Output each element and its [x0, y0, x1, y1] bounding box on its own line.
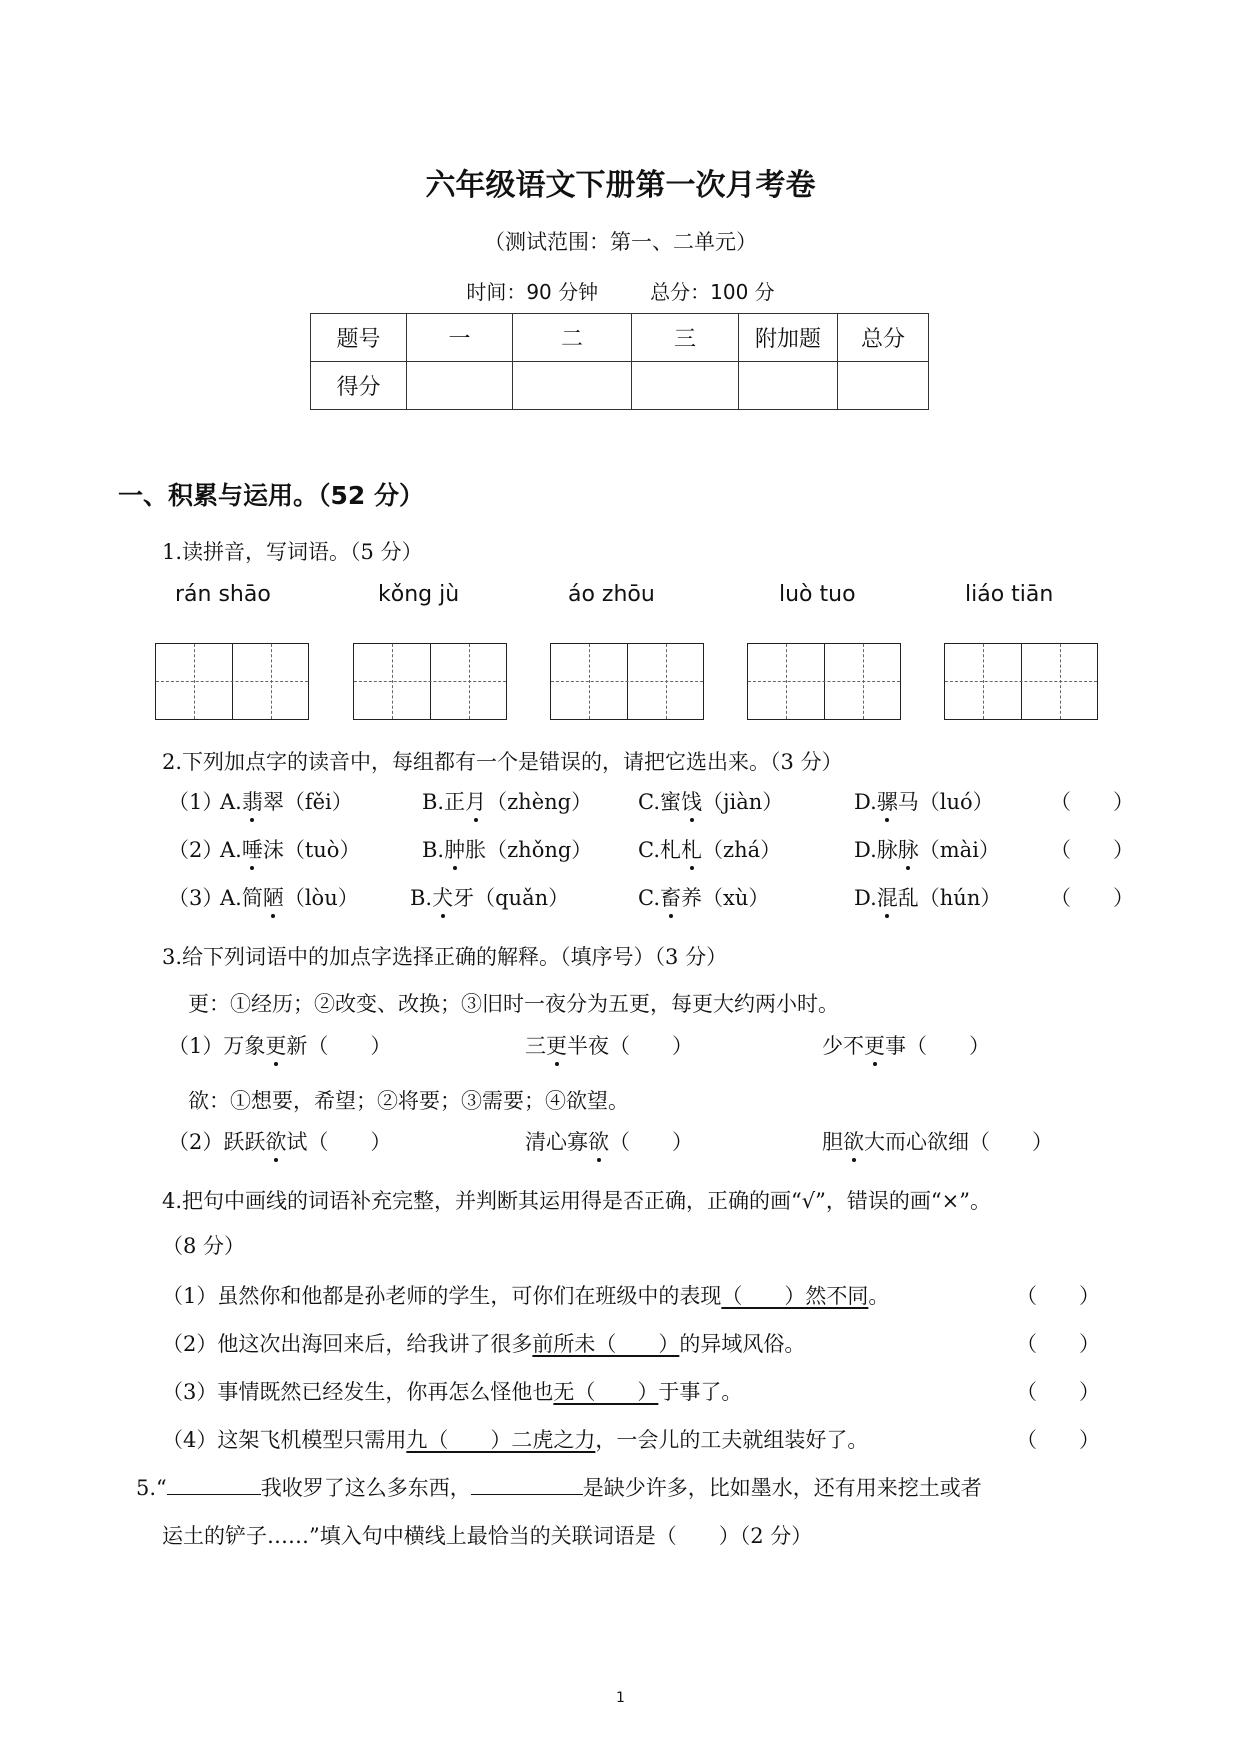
q2-option-d: D.混乱（hún）	[854, 882, 1001, 912]
score-header-cell: 一	[407, 314, 513, 362]
question-1: 1.读拼音，写词语。（5 分）	[162, 540, 423, 564]
writing-grid[interactable]	[747, 643, 901, 720]
q4-item: （1）虽然你和他都是孙老师的学生，可你们在班级中的表现（ ）然不同。	[162, 1284, 890, 1308]
q3-item: 胆欲大而心欲细（ ）	[822, 1126, 1053, 1156]
question-4-points: （8 分）	[162, 1234, 246, 1258]
pinyin-4: luò tuo	[779, 582, 856, 607]
q2-option-a: A.唾沫（tuò）	[220, 834, 360, 864]
writing-grid[interactable]	[550, 643, 704, 720]
score-header-cell: 题号	[311, 314, 407, 362]
score-cell[interactable]	[838, 362, 929, 410]
q2-row-num: （2）	[168, 838, 224, 862]
fill-blank[interactable]	[167, 1474, 261, 1495]
score-row-label: 得分	[311, 362, 407, 410]
answer-blank[interactable]: （ ）	[1016, 1380, 1100, 1404]
exam-time: 时间：90 分钟	[466, 280, 599, 304]
q2-option-c: C.蜜饯（jiàn）	[638, 786, 783, 816]
q3-item: 少不更事（ ）	[822, 1030, 990, 1060]
score-table-score-row	[311, 362, 929, 410]
q3-item: （1）万象更新（ ）	[168, 1030, 391, 1060]
fill-blank[interactable]	[471, 1474, 583, 1495]
pinyin-5: liáo tiān	[965, 582, 1054, 607]
question-2: 2.下列加点字的读音中，每组都有一个是错误的，请把它选出来。（3 分）	[162, 750, 843, 774]
q2-option-c: C.畜养（xù）	[638, 882, 769, 912]
q4-item: （3）事情既然已经发生，你再怎么怪他也无（ ）于事了。	[162, 1380, 743, 1404]
test-scope: （测试范围：第一、二单元）	[484, 230, 757, 254]
answer-blank[interactable]: （ ）	[1050, 886, 1134, 910]
q2-option-a: A.翡翠（fěi）	[220, 786, 353, 816]
score-cell[interactable]	[632, 362, 739, 410]
q2-option-b: B.正月（zhèng）	[422, 786, 592, 816]
score-cell[interactable]	[407, 362, 513, 410]
question-5-line-2: 运土的铲子……”填入句中横线上最恰当的关联词语是（ ）（2 分）	[162, 1524, 813, 1548]
exam-total: 总分：100 分	[650, 280, 775, 304]
score-cell[interactable]	[739, 362, 838, 410]
pinyin-2: kǒng jù	[378, 582, 460, 607]
page-number: 1	[616, 1690, 625, 1706]
score-table-header-row	[311, 314, 929, 362]
score-header-cell: 总分	[838, 314, 929, 362]
score-header-cell: 二	[513, 314, 632, 362]
time-and-total	[0, 276, 1241, 305]
question-3: 3.给下列词语中的加点字选择正确的解释。（填序号）（3 分）	[162, 945, 728, 969]
q2-row-num: （3）	[168, 886, 224, 910]
q3-item: 三更半夜（ ）	[525, 1030, 693, 1060]
score-header-cell: 附加题	[739, 314, 838, 362]
q4-item: （4）这架飞机模型只需用九（ ）二虎之力，一会儿的工夫就组装好了。	[162, 1428, 869, 1452]
q2-row-num: （1）	[168, 790, 224, 814]
q2-option-d: D.骡马（luó）	[854, 786, 994, 816]
score-header-cell: 三	[632, 314, 739, 362]
page-title: 六年级语文下册第一次月考卷	[425, 168, 816, 203]
q2-option-d: D.脉脉（mài）	[854, 834, 1000, 864]
answer-blank[interactable]: （ ）	[1050, 790, 1134, 814]
q3-item: 清心寡欲（ ）	[525, 1126, 693, 1156]
q3-definition-yu: 欲：①想要，希望；②将要；③需要；④欲望。	[188, 1089, 629, 1113]
question-4: 4.把句中画线的词语补充完整，并判断其运用得是否正确，正确的画“√”，错误的画“×”。	[162, 1189, 991, 1213]
q3-definition-geng: 更：①经历；②改变、改换；③旧时一夜分为五更，每更大约两小时。	[188, 992, 839, 1016]
score-cell[interactable]	[513, 362, 632, 410]
q2-option-b: B.肿胀（zhǒng）	[422, 834, 592, 864]
pinyin-3: áo zhōu	[568, 582, 655, 607]
q2-option-c: C.札札（zhá）	[638, 834, 781, 864]
answer-blank[interactable]: （ ）	[1016, 1332, 1100, 1356]
section-heading: 一、积累与运用。（52 分）	[118, 481, 424, 510]
q3-item: （2）跃跃欲试（ ）	[168, 1126, 391, 1156]
q2-option-a: A.简陋（lòu）	[220, 882, 359, 912]
question-5-line-1: 5.“ 我收罗了这么多东西， 是缺少许多，比如墨水，还有用来挖土或者	[136, 1476, 982, 1500]
writing-grid[interactable]	[155, 643, 309, 720]
q2-option-b: B.犬牙（quǎn）	[410, 882, 569, 912]
answer-blank[interactable]: （ ）	[1050, 838, 1134, 862]
score-table	[310, 313, 929, 410]
answer-blank[interactable]: （ ）	[1016, 1428, 1100, 1452]
writing-grid[interactable]	[944, 643, 1098, 720]
answer-blank[interactable]: （ ）	[1016, 1284, 1100, 1308]
pinyin-1: rán shāo	[175, 582, 271, 607]
q4-item: （2）他这次出海回来后，给我讲了很多前所未（ ）的异域风俗。	[162, 1332, 806, 1356]
writing-grid[interactable]	[353, 643, 507, 720]
